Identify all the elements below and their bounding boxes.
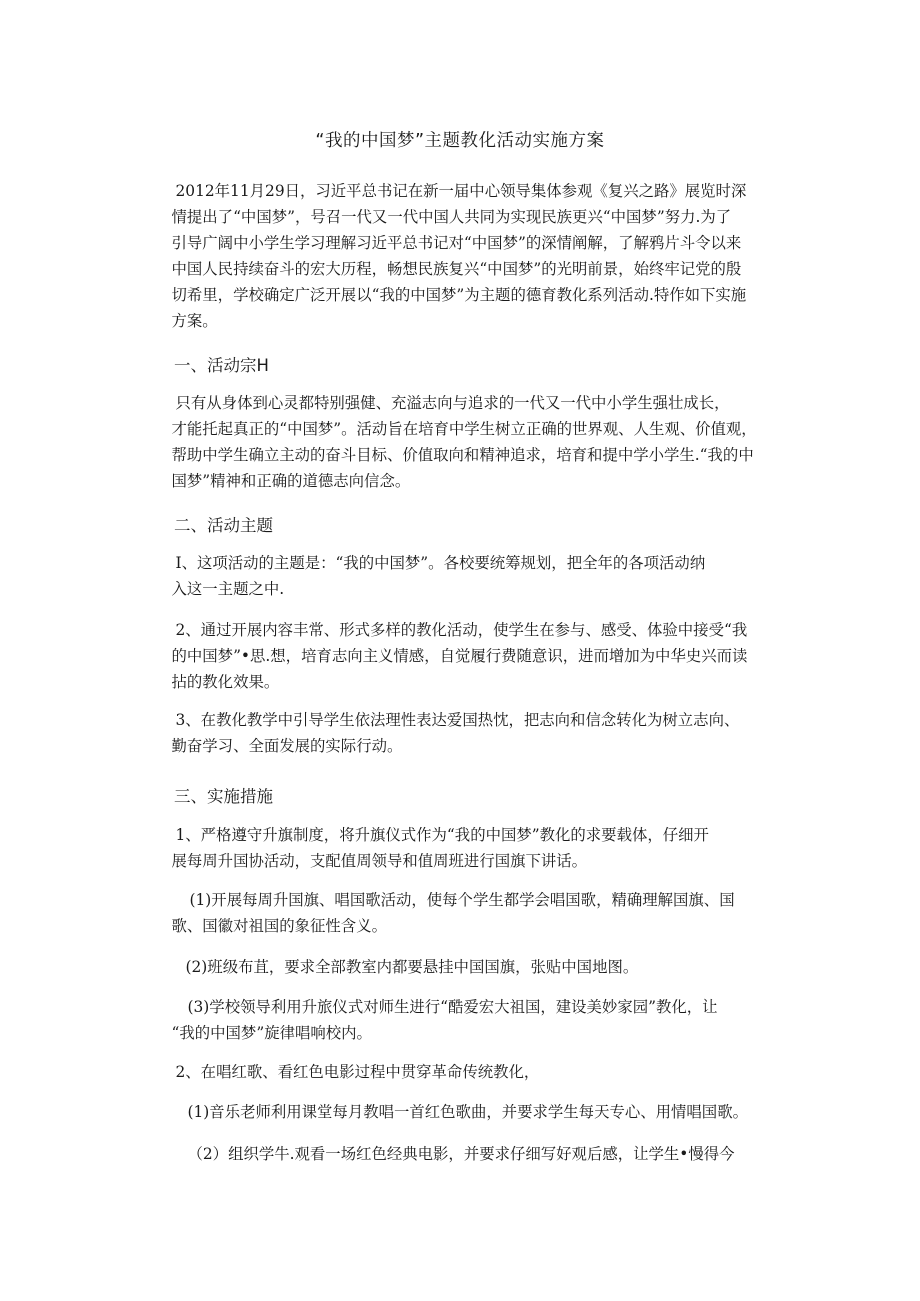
text-line: 国梦”精神和正确的道德志向信念。 — [171, 472, 411, 490]
section2-paragraph-1 — [171, 550, 788, 602]
text-line: (3)学校领导利用升旅仪式对师生进行“酷爱宏大祖国，建设美妙家园”教化，让 — [187, 998, 718, 1016]
section3-paragraph-4 — [171, 994, 788, 1046]
text-line: (2)班级布苴，要求全部教室内都要悬挂中国国旗，张贴中国地图。 — [185, 958, 639, 976]
text-line: 才能托起真正的“中国梦”。活动旨在培育中学生树立正确的世界观、人生观、价值观， — [171, 420, 757, 438]
text-line: 帮助中学生确立主动的奋斗目标、价值取向和精神追求，培育和提中学小学生.“我的中 — [171, 446, 754, 464]
text-line: 歌、国徽对祖国的象征性含义。 — [171, 917, 387, 935]
section3-paragraph-3 — [174, 954, 788, 980]
section3-paragraph-6 — [174, 1099, 788, 1125]
text-line: 2012年11月29日，习近平总书记在新一届中心领导集体参观《复兴之路》展览时深 — [175, 182, 747, 200]
section-heading-3: 三、实施措施 — [174, 787, 273, 806]
text-line: 入这一主题之中. — [171, 580, 285, 598]
document-title: “我的中国梦”主题教化活动实施方案 — [315, 131, 605, 151]
text-line: 勤奋学习、全面发展的实际行动。 — [171, 737, 403, 755]
text-line: (1)开展每周升国旗、唱国歌活动，使每个学生都学会唱国歌，精确理解国旗、国 — [189, 891, 735, 909]
text-line: 2、通过开展内容丰常、形式多样的教化活动，使学生在参与、感受、体验中接受“我 — [175, 621, 748, 639]
section2-paragraph-2 — [171, 617, 788, 695]
section1-paragraph — [171, 390, 788, 494]
text-line: 情提出了“中国梦”，号召一代又一代中国人共同为实现民族更兴“中国梦”努力.为了 — [171, 208, 732, 226]
section3-paragraph-7 — [174, 1141, 788, 1167]
intro-paragraph — [171, 178, 788, 334]
section2-paragraph-3 — [171, 707, 788, 759]
text-line: （2）组织学牛.观看一场红色经典电影，并要求仔细写好观后感，让学生•慢得今 — [187, 1145, 735, 1163]
text-line: 的中国梦”•思.想，培育志向主义情感，自觉履行费随意识，进而增加为中华史兴而读 — [171, 647, 748, 665]
section-heading-1: 一、活动宗H — [174, 356, 269, 375]
text-line: 展每周升国协活动，支配值周领导和值周班进行国旗下讲话。 — [171, 852, 588, 870]
text-line: 1、严格遵守升旗制度，将升旗仪式作为“我的中国梦”教化的求要载体，仔细开 — [175, 826, 709, 844]
text-line: 只有从身体到心灵都特别强健、充溢志向与追求的一代又一代中小学生强壮成长， — [175, 394, 730, 412]
text-line: 中国人民持续奋斗的宏大历程，畅想民族复兴“中国梦”的光明前景，始终牢记党的殷 — [171, 260, 742, 278]
text-line: 拈的教化效果。 — [171, 673, 280, 691]
text-line: 2、在唱红歌、看红色电影过程中贯穿革命传统教化， — [175, 1063, 540, 1081]
section-heading-2: 二、活动主题 — [174, 516, 273, 535]
text-line: (1)音乐老师利用课堂每月教唱一首红色歌曲，并要求学生每天专心、用情唱国歌。 — [187, 1103, 748, 1121]
section3-paragraph-1 — [171, 822, 788, 874]
section3-paragraph-5 — [174, 1059, 788, 1085]
text-line: “我的中国梦”旋律唱响校内。 — [171, 1024, 372, 1042]
text-line: 3、在教化教学中引导学生依法理性表达爱国热忱，把志向和信念转化为树立志向、 — [175, 711, 740, 729]
section3-paragraph-2 — [171, 887, 788, 939]
text-line: 切希里，学校确定广泛开展以“我的中国梦”为主题的德育教化系列活动.特作如下实施 — [171, 286, 747, 304]
text-line: 引导广阔中小学生学习理解习近平总书记对“中国梦”的深情阐解，了解鸦片斗令以来 — [171, 234, 742, 252]
text-line: I、这项活动的主题是：“我的中国梦”。各校要统筹规划，把全年的各项活动纳 — [175, 554, 706, 572]
text-line: 方案。 — [171, 312, 218, 330]
